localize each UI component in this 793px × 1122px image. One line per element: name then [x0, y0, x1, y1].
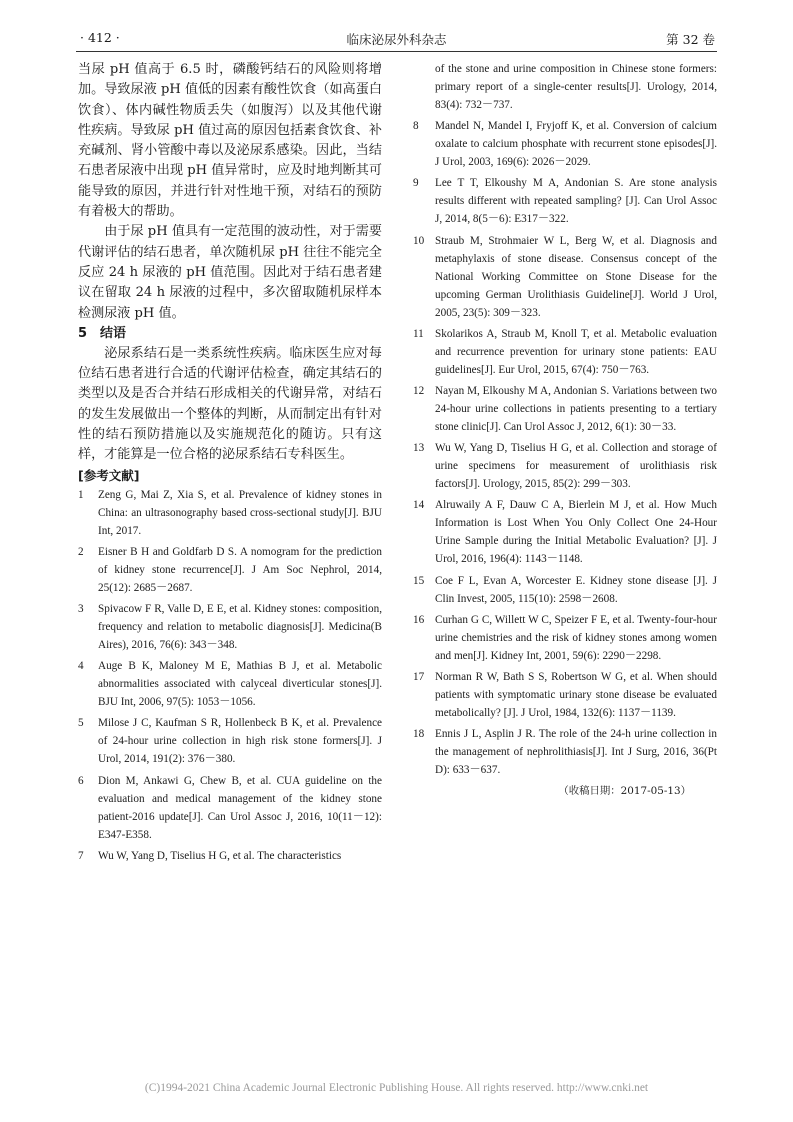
page-number: · 412 ·: [80, 30, 120, 45]
reference-number: 12: [413, 384, 425, 397]
body-paragraph: 泌尿系结石是一类系统性疾病。临床医生应对每位结石患者进行合适的代谢评估检查，确定其结石的类型以及是否合并结石形成相关的代谢异常，对结石的发生发展做出一个整体的判断，从而制定出有针对性的结石预防措施以及实施规范化的随访。只有这样，才能算是一位合格的泌尿系结石专科医生。: [78, 345, 382, 463]
left-column: [78, 60, 382, 868]
reference-number: 16: [413, 613, 425, 626]
reference-text: Alruwaily A F, Dauw C A, Bierlein M J, et al. How Much Information is Lost When You Only Collect One 24-Hour Urine Sample during the Initial Metabolic Evaluation? [J]. J Urol, 2016, 196(4): 1143－1148.: [435, 499, 717, 566]
reference-item: [78, 772, 382, 844]
reference-number: 9: [413, 177, 419, 190]
reference-number: 7: [78, 849, 84, 862]
reference-text: Norman R W, Bath S S, Robertson W G, et al. When should patients with symptomatic urinary stone disease be evaluated metabolically? [J]. J Urol, 1984, 132(6): 1137－1139.: [435, 670, 717, 719]
reference-number: 1: [78, 488, 84, 501]
body-paragraph: 由于尿 pH 值具有一定范围的波动性，对于需要代谢评估的结石患者，单次随机尿 pH 往往不能完全反应 24 h 尿液的 pH 值范围。因此对于结石患者建议在留取 24 h 尿液的过程中，多次留取随机尿样本检测尿液 pH 值。: [78, 224, 382, 321]
section-title: 5 结语: [78, 325, 127, 341]
reference-number: 4: [78, 660, 84, 673]
reference-item: [413, 174, 717, 228]
reference-text: Eisner B H and Goldfarb D S. A nomogram for the prediction of kidney stone recurrence[J]. J Am Soc Nephrol, 2014, 25(12): 2685－2687.: [98, 545, 382, 594]
reference-text: Skolarikos A, Straub M, Knoll T, et al. Metabolic evaluation and recurrence prevention for urinary stone patients: EAU guidelines[J]. Eur Urol, 2015, 67(4): 750－763.: [435, 327, 717, 376]
reference-text: Curhan G C, Willett W C, Speizer F E, et al. Twenty-four-hour urine chemistries and the risk of kidney stones among women and men[J]. Kidney Int, 2001, 59(6): 2290－2298.: [435, 613, 717, 662]
reference-item: [413, 611, 717, 665]
reference-item: [413, 325, 717, 379]
reference-text: Coe F L, Evan A, Worcester E. Kidney stone disease [J]. J Clin Invest, 2005, 115(10): 2598－2608.: [435, 574, 717, 605]
reference-text: Zeng G, Mai Z, Xia S, et al. Prevalence of kidney stones in China: an ultrasonography based cross-sectional study[J]. BJU Int, 2017.: [98, 488, 382, 537]
reference-number: 2: [78, 545, 84, 558]
reference-item: [413, 668, 717, 722]
reference-item: [413, 232, 717, 322]
right-column: [413, 60, 717, 800]
reference-text: Ennis J L, Asplin J R. The role of the 24-h urine collection in the management of nephrolithiasis[J]. Int J Surg, 2016, 36(Pt D): 633－637.: [435, 728, 717, 777]
references-heading: [参考文献]: [78, 467, 140, 483]
page-header: [76, 27, 717, 52]
reference-item: [78, 657, 382, 711]
reference-item: [413, 117, 717, 171]
reference-text: Wu W, Yang D, Tiselius H G, et al. The characteristics: [98, 849, 342, 862]
reference-number: 13: [413, 442, 425, 455]
reference-list-right: [413, 60, 717, 779]
reference-number: 10: [413, 234, 425, 247]
reference-text: Wu W, Yang D, Tiselius H G, et al. Collection and storage of urine specimens for measurement of urolithiasis risk factors[J]. Urology, 2015, 85(2): 299－303.: [435, 442, 717, 491]
reference-item: [78, 600, 382, 654]
reference-text: Lee T T, Elkoushy M A, Andonian S. Are stone analysis results different with repeated sampling? [J]. Can Urol Assoc J, 2014, 8(5－6): E317－322.: [435, 177, 717, 226]
reference-item: [78, 486, 382, 540]
reference-text: Dion M, Ankawi G, Chew B, et al. CUA guideline on the evaluation and medical management of the kidney stone patient-2016 update[J]. Can Urol Assoc J, 2016, 10(11－12): E347-E358.: [98, 774, 382, 841]
reference-text: Auge B K, Maloney M E, Mathias B J, et al. Metabolic abnormalities associated with calyceal diverticular stones[J]. BJU Int, 2006, 97(5): 1053－1056.: [98, 660, 382, 709]
reference-item: [78, 714, 382, 768]
reference-number: 5: [78, 717, 84, 730]
reference-number: 17: [413, 670, 425, 683]
reference-list-left: [78, 486, 382, 865]
reference-item-continued: [413, 60, 717, 114]
reference-number: 6: [78, 774, 84, 787]
reference-text: Nayan M, Elkoushy M A, Andonian S. Variations between two 24-hour urine collections in patients presenting to a tertiary stone clinic[J]. Can Urol Assoc J, 2012, 6(1): 30－33.: [435, 384, 717, 433]
reference-item: [78, 543, 382, 597]
body-paragraph: 当尿 pH 值高于 6.5 时，磷酸钙结石的风险则将增加。导致尿液 pH 值低的因素有酸性饮食（如高蛋白饮食）、体内碱性物质丢失（如腹泻）以及其他代谢性疾病。导致尿 pH 值过高的原因包括素食饮食、补充碱剂、肾小管酸中毒以及泌尿系感染。因此，当结石患者尿液中出现 pH 值异常时，应及时地判断其可能导致的原因，并进行针对性地干预，对结石的预防有着极大的帮助。: [78, 62, 382, 220]
reference-number: 14: [413, 499, 425, 512]
reference-item: [78, 847, 382, 865]
reference-text: of the stone and urine composition in Chinese stone formers: primary report of a single-center results[J]. Urology, 2014, 83(4): 732－737.: [435, 63, 717, 111]
copyright-footer: (C)1994-2021 China Academic Journal Electronic Publishing House. All rights reserved. http://www.cnki.net: [144, 1082, 649, 1094]
reference-text: Straub M, Strohmaier W L, Berg W, et al. Diagnosis and metaphylaxis of stone disease. Consensus concept of the National Working Committee on Stone Disease for the upcoming German Urolithiasis Guideline[J]. World J Urol, 2005, 23(5): 309－323.: [435, 234, 717, 319]
reference-number: 3: [78, 603, 84, 616]
reference-number: 18: [413, 728, 425, 741]
reference-number: 8: [413, 120, 419, 133]
reference-item: [413, 439, 717, 493]
reference-item: [413, 496, 717, 568]
volume-label: 第 32 卷: [666, 32, 715, 47]
reference-item: [413, 382, 717, 436]
reference-text: Mandel N, Mandel I, Fryjoff K, et al. Conversion of calcium oxalate to calcium phosphate with recurrent stone episodes[J]. J Urol, 2003, 169(6): 2026－2029.: [435, 120, 717, 169]
reference-text: Milose J C, Kaufman S R, Hollenbeck B K, et al. Prevalence of 24-hour urine collection in high risk stone formers[J]. J Urol, 2014, 191(2): 376－380.: [98, 717, 382, 766]
reference-item: [413, 725, 717, 779]
journal-name: 临床泌尿外科杂志: [346, 32, 447, 47]
reference-number: 11: [413, 327, 424, 340]
received-date: （收稿日期：2017-05-13）: [558, 785, 691, 798]
reference-item: [413, 572, 717, 608]
reference-text: Spivacow F R, Valle D, E E, et al. Kidney stones: composition, frequency and relation to metabolic diagnosis[J]. Medicina(B Aires), 2016, 76(6): 343－348.: [98, 603, 382, 652]
reference-number: 15: [413, 574, 425, 587]
